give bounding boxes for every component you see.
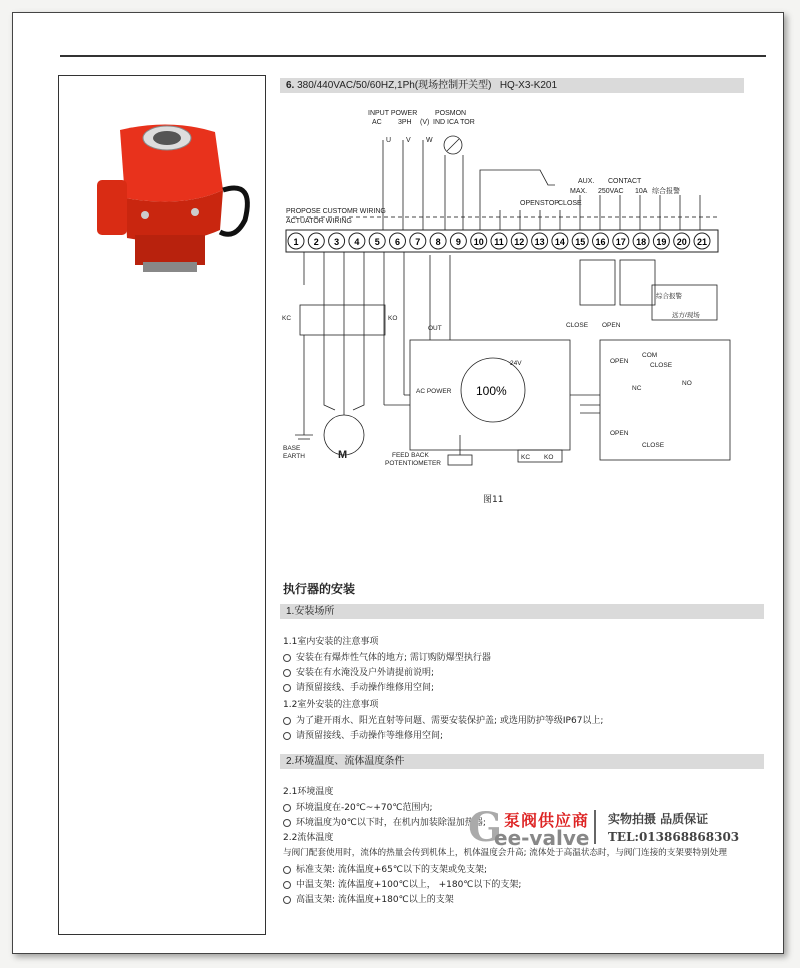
- figure-caption: 图11: [483, 495, 504, 505]
- terminal-label-4: 4: [354, 237, 360, 247]
- terminal-label-3: 3: [334, 237, 340, 247]
- s11-heading: 1.1室内安装的注意事项: [283, 637, 379, 647]
- terminal-label-7: 7: [415, 237, 421, 247]
- section6-header: [280, 78, 744, 93]
- open-label: OPEN: [520, 200, 540, 207]
- vac-label: 250VAC: [598, 188, 624, 195]
- phase-label: 3PH: [398, 119, 412, 126]
- v24-label: 24V: [510, 360, 522, 367]
- section2-header: 2.环境温度、流体温度条件: [280, 754, 764, 769]
- watermark-en: ee-valve: [494, 826, 590, 850]
- section1-header: 1.安装场所: [280, 604, 764, 619]
- kc-label: KC: [282, 315, 292, 322]
- terminal-label-18: 18: [636, 237, 647, 247]
- aux-label: AUX.: [578, 178, 595, 185]
- terminal-label-16: 16: [595, 237, 606, 247]
- u-label: U: [386, 137, 392, 144]
- feedback-label: FEED BACK: [392, 452, 429, 459]
- list-item: 安装在有水淹没及户外请提前说明;: [283, 665, 434, 678]
- nc-label: NC: [632, 385, 642, 392]
- section6-model: HQ-X3-K201: [499, 80, 558, 91]
- contact-label: CONTACT: [608, 178, 642, 185]
- watermark: [468, 804, 768, 851]
- install-title: 执行器的安装: [283, 582, 356, 596]
- s22-heading: 2.2流体温度: [283, 833, 334, 843]
- terminal-label-9: 9: [455, 237, 461, 247]
- terminal-label-5: 5: [374, 237, 380, 247]
- watermark-cn: 泵阀供应商: [504, 811, 590, 830]
- list-item: 高温支架: 流体温度+180℃以上的支架: [283, 892, 454, 905]
- no-label: NO: [682, 380, 692, 387]
- amp-label: 10A: [635, 188, 648, 195]
- input-power-label: INPUT POWER: [368, 110, 418, 117]
- ac-label: AC: [372, 119, 382, 126]
- open-switch2-label: OPEN: [610, 430, 629, 437]
- base-label: BASE: [283, 445, 301, 452]
- section6-number: 6.: [286, 80, 295, 91]
- list-item: 中温支架: 流体温度+100℃以上， +180℃以下的支架;: [283, 877, 521, 890]
- remote-local-label: 远方/现场: [672, 312, 700, 319]
- percent-display: 100%: [476, 384, 507, 398]
- terminal-label-11: 11: [494, 237, 504, 247]
- kc-box-label: KC: [521, 454, 531, 461]
- volt-label: (V): [420, 119, 430, 126]
- close-switch-label: CLOSE: [650, 362, 673, 369]
- max-label: MAX.: [570, 188, 588, 195]
- com-label: COM: [642, 352, 658, 359]
- terminal-label-20: 20: [676, 237, 687, 247]
- potentiometer-label: POTENTIOMETER: [385, 460, 441, 467]
- watermark-g: G: [468, 804, 503, 851]
- terminal-label-13: 13: [534, 237, 545, 247]
- terminal-label-6: 6: [394, 237, 401, 247]
- list-item: 标准支架: 流体温度+65℃以下的支架或免支架;: [283, 862, 487, 875]
- propose-label: PROPOSE CUSTOMR WIRING: [286, 208, 386, 215]
- list-item: 为了避开雨水、阳光直射等问题、需要安装保护盖; 或选用防护等级IP67以上;: [283, 713, 603, 726]
- terminal-strip: [288, 233, 710, 249]
- watermark-slogan: 实物拍摄 品质保证: [608, 812, 709, 826]
- open-aux-label: OPEN: [602, 322, 621, 329]
- close-label: CLOSE: [558, 200, 582, 207]
- section6-title: 380/440VAC/50/60HZ,1Ph(现场控制开关型): [297, 80, 492, 91]
- ko-label: KO: [388, 315, 398, 322]
- list-item: 请预留接线、手动操作维修用空间;: [283, 680, 434, 693]
- ko-box-label: KO: [544, 454, 554, 461]
- w-label: W: [426, 137, 433, 144]
- list-item: 请预留接线、手动操作等维修用空间;: [283, 728, 443, 741]
- motor-label: M: [338, 449, 348, 461]
- alarm-label: 综合报警: [652, 188, 680, 195]
- watermark-divider: [594, 810, 596, 844]
- wiring-diagram: [280, 95, 750, 485]
- earth-label: EARTH: [283, 453, 305, 460]
- out-label: OUT: [428, 325, 442, 332]
- actuator-photo: [85, 120, 255, 280]
- stop-label: STOP: [540, 200, 559, 207]
- actuator-wiring-label: ACTUATOR WIRING: [286, 218, 352, 225]
- terminal-label-15: 15: [575, 237, 586, 247]
- terminal-label-8: 8: [435, 237, 441, 247]
- terminal-label-21: 21: [696, 237, 708, 247]
- s21-heading: 2.1环境温度: [283, 787, 334, 797]
- terminal-label-14: 14: [554, 237, 565, 247]
- close-switch2-label: CLOSE: [642, 442, 665, 449]
- indicator-label: IND ICA TOR: [433, 119, 475, 126]
- watermark-tel: TEL:013868868303: [608, 830, 740, 844]
- alarm-box-label: 综合报警: [656, 293, 682, 300]
- terminal-label-1: 1: [293, 237, 299, 247]
- top-rule: [60, 55, 766, 57]
- list-item: 环境温度为0℃以下时，在机内加装除湿加热器;: [283, 815, 486, 828]
- terminal-label-2: 2: [313, 237, 319, 247]
- v-label: V: [406, 137, 411, 144]
- ac-power-label: AC POWER: [416, 388, 452, 395]
- close-aux-label: CLOSE: [566, 322, 589, 329]
- terminal-label-19: 19: [656, 237, 667, 247]
- terminal-label-17: 17: [615, 237, 626, 247]
- list-item: 环境温度在-20℃~+70℃范围内;: [283, 800, 432, 813]
- s22-paragraph: 与阀门配套使用时，流体的热量会传到机体上，机体温度会升高; 流体处于高温状态时，与阀门连接的支架要特别处理: [283, 848, 727, 858]
- open-switch-label: OPEN: [610, 358, 629, 365]
- terminal-label-12: 12: [514, 237, 525, 247]
- s12-heading: 1.2室外安装的注意事项: [283, 700, 379, 710]
- posmon-label: POSMON: [435, 110, 467, 117]
- terminal-label-10: 10: [473, 237, 484, 247]
- list-item: 安装在有爆炸性气体的地方; 需订购防爆型执行器: [283, 650, 491, 663]
